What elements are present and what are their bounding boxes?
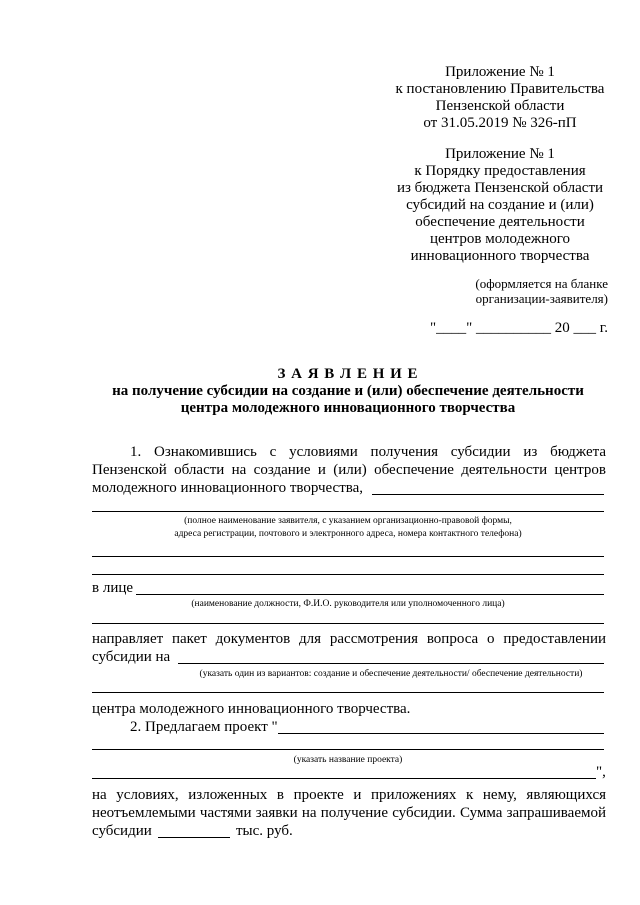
- appendix-2-line-1: Приложение № 1: [445, 146, 555, 162]
- appendix-1-line-2: к постановлению Правительства: [395, 81, 605, 97]
- appendix-2-line-6: центров молодежного: [429, 231, 571, 247]
- project-name-field-2[interactable]: [92, 749, 604, 750]
- appendix-2-line-5: обеспечение деятельности: [415, 214, 585, 230]
- appendix-2-line-3: из бюджета Пензенской области: [396, 180, 604, 196]
- p1-line-1: 1. Ознакомившись с условиями получения субсидии из бюджета: [130, 444, 606, 460]
- p2-line-1: 2. Предлагаем проект ": [130, 719, 278, 735]
- in-person-label: в лице: [92, 580, 134, 596]
- statement-subtitle-1: на получение субсидии на создание и (или) обеспечение деятельности: [112, 383, 584, 399]
- p3-line-2: неотъемлемыми частями заявки на получение субсидии. Сумма запрашиваемой: [92, 805, 606, 821]
- hint-variant: (указать один из вариантов: создание и обеспечение деятельности/ обеспечение деятельности): [199, 669, 583, 679]
- sends-line-2: субсидии на: [92, 649, 171, 665]
- subsidy-amount-unit: тыс. руб.: [236, 823, 293, 839]
- appendix-2-block: [395, 146, 605, 265]
- statement-title: З А Я В Л Е Н И Е: [277, 366, 419, 382]
- statement-subtitle-2: центра молодежного инновационного творчества: [180, 400, 516, 416]
- appendix-1-line-3: Пензенской области: [435, 98, 565, 114]
- applicant-name-field-2[interactable]: [92, 511, 604, 512]
- project-name-field-1[interactable]: [278, 733, 604, 734]
- hint-person: (наименование должности, Ф.И.О. руководителя или уполномоченного лица): [191, 599, 505, 609]
- subsidy-variant-field-2[interactable]: [92, 692, 604, 693]
- p1-line-3: молодежного инновационного творчества,: [92, 480, 364, 496]
- appendix-2-line-7: инновационного творчества: [410, 248, 590, 264]
- blank-note-line-1: (оформляется на бланке: [475, 276, 608, 291]
- appendix-2-line-4: субсидий на создание и (или): [406, 197, 594, 213]
- hint-applicant-1: (полное наименование заявителя, с указанием организационно-правовой формы,: [184, 516, 512, 526]
- p1-line-2: Пензенской области на создание и (или) обеспечение деятельности центров: [92, 462, 606, 478]
- applicant-details-field-1[interactable]: [92, 556, 604, 557]
- appendix-1-line-4: от 31.05.2019 № 326-пП: [423, 115, 577, 131]
- hint-project: (указать название проекта): [293, 755, 403, 765]
- appendix-1-line-1: Приложение № 1: [445, 64, 555, 80]
- applicant-details-field-2[interactable]: [92, 574, 604, 575]
- appendix-2-line-2: к Порядку предоставления: [414, 163, 586, 179]
- center-line: центра молодежного инновационного творчества.: [92, 701, 411, 717]
- blank-note-line-2: организации-заявителя): [475, 291, 608, 306]
- representative-field[interactable]: [136, 594, 604, 595]
- date-line: "____" __________ 20 ___ г.: [430, 320, 608, 336]
- subsidy-variant-field[interactable]: [178, 663, 604, 664]
- representative-field-2[interactable]: [92, 623, 604, 624]
- blank-note: [420, 276, 608, 306]
- applicant-name-field-1[interactable]: [372, 494, 604, 495]
- hint-applicant-2: адреса регистрации, почтового и электронного адреса, номера контактного телефона): [174, 529, 522, 539]
- p3-line-1: на условиях, изложенных в проекте и приложениях к нему, являющихся: [92, 787, 606, 803]
- p3-line-3: субсидии: [92, 823, 152, 839]
- project-name-field-3[interactable]: [92, 778, 596, 779]
- subsidy-amount-field[interactable]: [158, 837, 230, 838]
- sends-line-1: направляет пакет документов для рассмотрения вопроса о предоставлении: [92, 631, 606, 647]
- appendix-1-block: [395, 64, 605, 132]
- quote-end: ",: [596, 764, 606, 780]
